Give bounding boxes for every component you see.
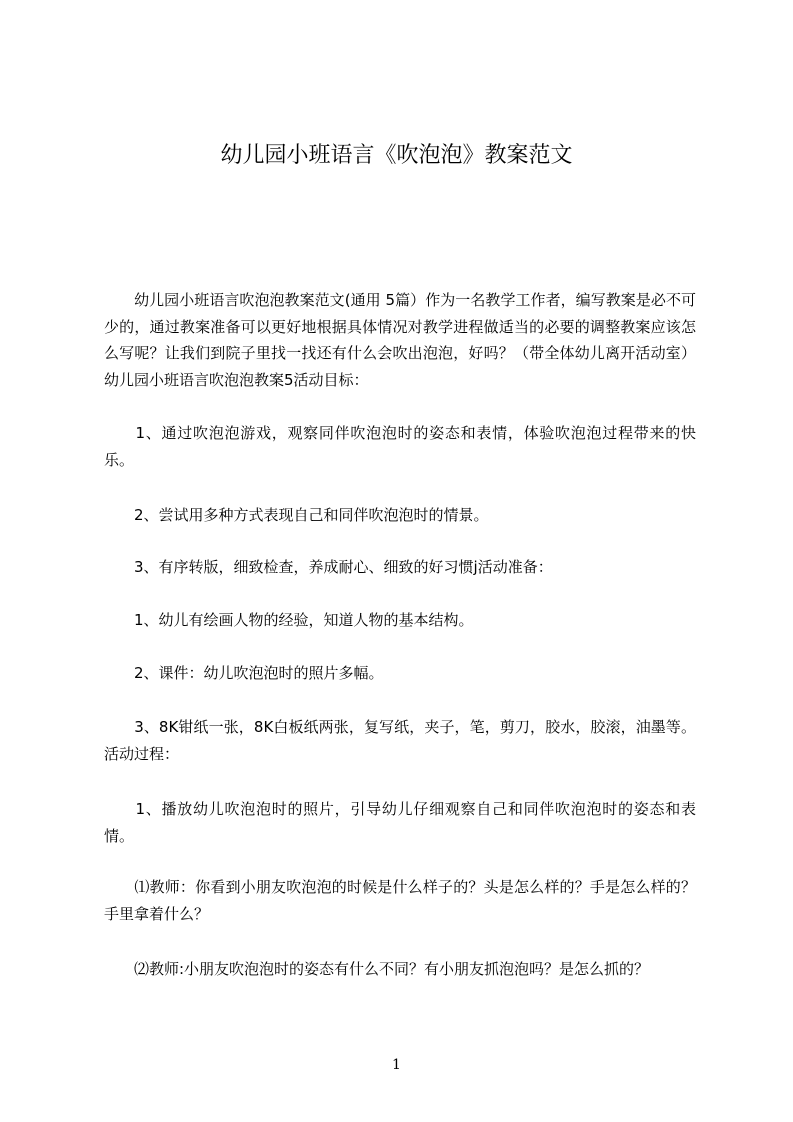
teacher-question-2-paragraph: ⑵教师:小朋友吹泡泡时的姿态有什么不同？有小朋友抓泡泡吗？是怎么抓的？	[104, 960, 650, 978]
prep-3-paragraph: 3、8K钳纸一张，8K白板纸两张，复写纸，夹子，笔，剪刀，胶水，胶滚，油墨等。活动过程：	[104, 718, 696, 763]
page-number: 1	[392, 1057, 401, 1073]
process-1-paragraph: 1、播放幼儿吹泡泡时的照片，引导幼儿仔细观察自己和同伴吹泡泡时的姿态和表情。	[104, 800, 696, 845]
intro-paragraph: 幼儿园小班语言吹泡泡教案范文(通用 5篇）作为一名教学工作者，编写教案是必不可少的，通过教案准备可以更好地根据具体情况对教学进程做适当的必要的调整教案应该怎么写呢？让我们到院子里找一找还有什么会吹出泡泡，好吗？（带全体幼儿离开活动室）幼儿园小班语言吹泡泡教案5活动目标：	[104, 291, 696, 389]
goal-2-paragraph: 2、尝试用多种方式表现自己和同伴吹泡泡时的情景。	[104, 506, 489, 524]
goal-1-paragraph: 1、通过吹泡泡游戏，观察同伴吹泡泡时的姿态和表情，体验吹泡泡过程带来的快乐。	[104, 424, 696, 469]
prep-2-paragraph: 2、课件：幼儿吹泡泡时的照片多幅。	[104, 664, 384, 682]
document-title: 幼儿园小班语言《吹泡泡》教案范文	[220, 143, 573, 168]
teacher-question-1-paragraph: ⑴教师：你看到小朋友吹泡泡的时候是什么样子的？头是怎么样的？手是怎么样的？手里拿着什么？	[104, 878, 696, 923]
goal-3-paragraph: 3、有序转版，细致检查，养成耐心、细致的好习惯j活动准备：	[104, 558, 553, 576]
prep-1-paragraph: 1、幼儿有绘画人物的经验，知道人物的基本结构。	[104, 611, 474, 629]
